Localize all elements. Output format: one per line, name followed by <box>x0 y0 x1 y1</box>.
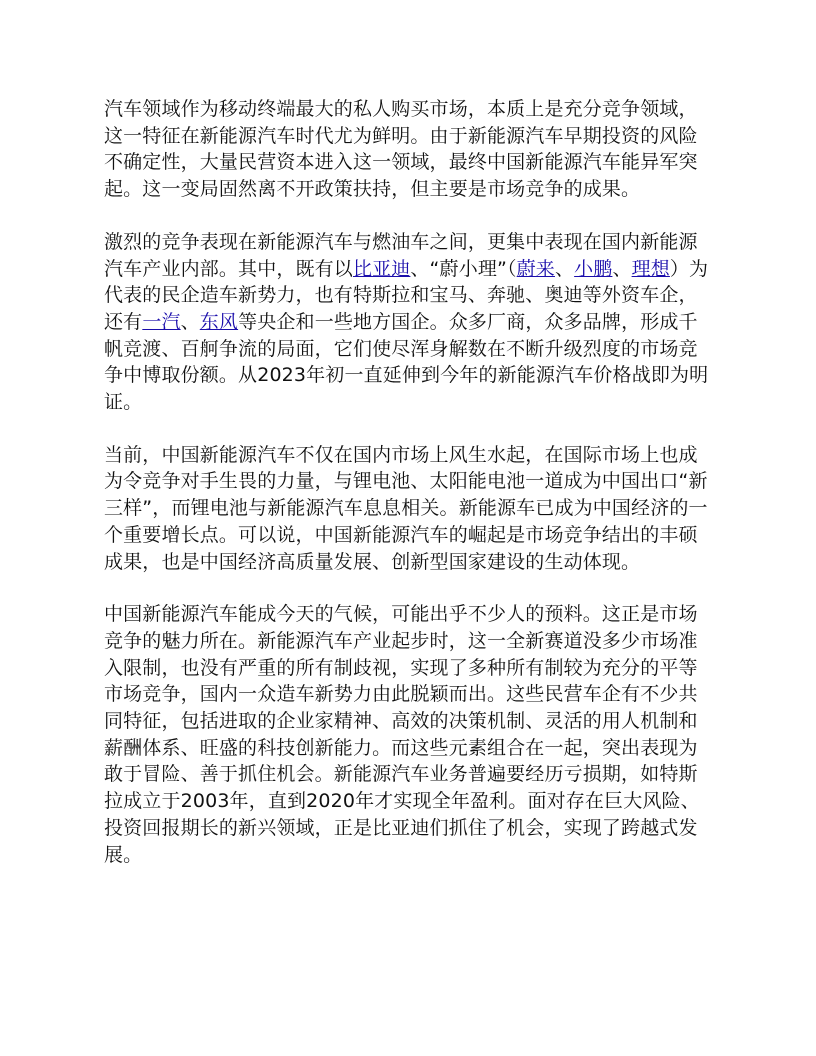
paragraph-2-text-4: 、 <box>612 257 632 280</box>
paragraph-1-text: 汽车领域作为移动终端最大的私人购买市场，本质上是充分竞争领域，这一特征在新能源汽车时代尤为鲜明。由于新能源汽车早期投资的风险不确定性，大量民营资本进入这一领域，最终中国新能源汽车能异军突起。这一变局固然离不开政策扶持，但主要是市场竞争的成果。 <box>104 98 698 201</box>
paragraph-2-text-5: ）为代表的民企造车新势力，也有特斯拉和宝马、奔驰、奥迪等外资车企，还有 <box>104 257 709 333</box>
link-dongfeng[interactable]: 东风 <box>199 310 239 333</box>
paragraph-4-text: 中国新能源汽车能成今天的气候，可能出乎不少人的预料。这正是市场竞争的魅力所在。新能源汽车产业起步时，这一全新赛道没多少市场准入限制，也没有严重的所有制歧视，实现了多种所有制较为充分的平等市场竞争，国内一众造车新势力由此脱颖而出。这些民营车企有不少共同特征，包括进取的企业家精神、高效的决策机制、灵活的用人机制和薪酬体系、旺盛的科技创新能力。而这些元素组合在一起，突出表现为敢于冒险、善于抓住机会。新能源汽车业务普遍要经历亏损期，如特斯拉成立于2003年，直到2020年才实现全年盈利。面对存在巨大风险、投资回报期长的新兴领域，正是比亚迪们抓住了机会，实现了跨越式发展。 <box>104 603 700 866</box>
paragraph-3-text: 当前，中国新能源汽车不仅在国内市场上风生水起，在国际市场上也成为令竞争对手生畏的力量，与锂电池、太阳能电池一道成为中国出口“新三样”，而锂电池与新能源汽车息息相关。新能源车已成为中国经济的一个重要增长点。可以说，中国新能源汽车的崛起是市场竞争结出的丰硕成果，也是中国经济高质量发展、创新型国家建设的生动体现。 <box>104 443 708 573</box>
paragraph-2 <box>104 229 712 416</box>
link-byd[interactable]: 比亚迪 <box>352 257 411 280</box>
paragraph-2-text-6: 、 <box>180 310 200 333</box>
paragraph-4 <box>104 601 712 868</box>
link-lixiang[interactable]: 理想 <box>631 257 670 280</box>
paragraph-1 <box>104 96 712 203</box>
article-body <box>104 96 712 894</box>
paragraph-2-text-2: 、“蔚小理”（ <box>410 257 517 280</box>
paragraph-2-text-7: 等央企和一些地方国企。众多厂商，众多品牌，形成千帆竞渡、百舸争流的局面，它们使尽浑身解数在不断升级烈度的市场竞争中博取份额。从2023年初一直延伸到今年的新能源汽车价格战即为明证。 <box>104 310 709 414</box>
paragraph-2-text-3: 、 <box>554 257 575 280</box>
paragraph-3 <box>104 442 712 576</box>
link-nio[interactable]: 蔚来 <box>516 257 555 280</box>
link-faw[interactable]: 一汽 <box>142 310 181 333</box>
link-xpeng[interactable]: 小鹏 <box>574 257 613 280</box>
paragraph-2-text-1: 激烈的竞争表现在新能源汽车与燃油车之间，更集中表现在国内新能源汽车产业内部。其中，既有以 <box>104 230 698 280</box>
